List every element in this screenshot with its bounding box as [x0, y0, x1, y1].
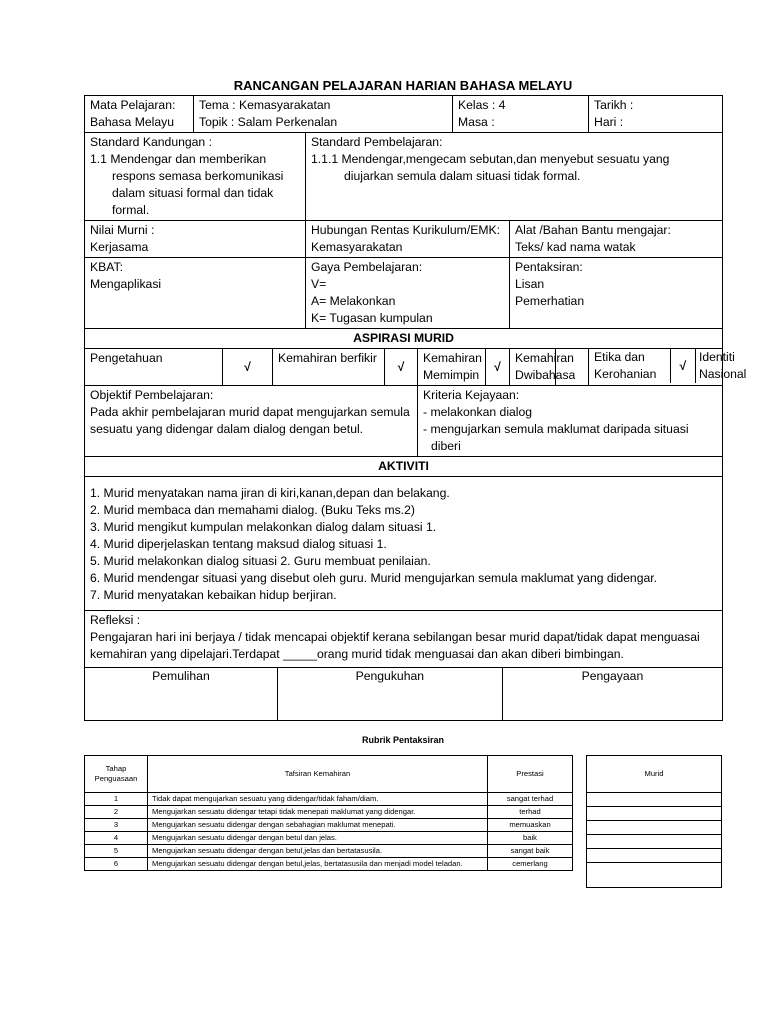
aspirasi-check: √: [670, 349, 695, 383]
rubrik-row: [85, 819, 573, 832]
aspirasi-item-name: Pengetahuan: [85, 349, 223, 386]
pentaksiran-line: Pemerhatian: [515, 294, 585, 308]
pentaksiran-line: Lisan: [515, 277, 545, 291]
murid-cell: [587, 821, 722, 835]
aktiviti-item: 2. Murid membaca dan memahami dialog. (Buku Teks ms.2): [90, 503, 415, 517]
aspirasi-check: √: [385, 349, 418, 386]
murid-cell: [587, 849, 722, 863]
topik-text: Topik : Salam Perkenalan: [199, 115, 338, 129]
rubrik-tahap: 4: [85, 832, 148, 845]
aspirasi-item-name: Etika dan Kerohanian: [589, 349, 670, 383]
refleksi-row: [85, 611, 723, 668]
nilai-murni-value: Kerjasama: [90, 240, 149, 254]
kbat-cell: [85, 258, 306, 329]
standard-kandungan-label: Standard Kandungan :: [90, 135, 212, 149]
standard-pembelajaran-cell: [306, 133, 723, 221]
murid-cell: [587, 835, 722, 849]
aktiviti-item: 6. Murid mendengar situasi yang disebut oleh guru. Murid mengujarkan semula maklumat yang didengar.: [90, 571, 658, 585]
rubrik-tafsiran: Tidak dapat mengujarkan sesuatu yang didengar/tidak faham/diam.: [148, 793, 488, 806]
murid-header-row: [587, 756, 722, 793]
rubrik-row: [85, 806, 573, 819]
rubrik-tahap: 1: [85, 793, 148, 806]
murid-row: [587, 821, 722, 835]
hubungan-label: Hubungan Rentas Kurikulum/EMK:: [311, 223, 501, 237]
pengukuhan-col: Pengukuhan: [277, 668, 502, 720]
kriteria-cell: [418, 386, 723, 457]
aktiviti-label: AKTIVITI: [85, 457, 723, 477]
gaya-label: Gaya Pembelajaran:: [311, 260, 423, 274]
murid-row: [587, 793, 722, 807]
refleksi-cell: [85, 611, 723, 668]
alat-value: Teks/ kad nama watak: [515, 240, 636, 254]
rubrik-tafsiran: Mengujarkan sesuatu didengar dengan betul,jelas dan bertatasusila.: [148, 845, 488, 858]
rubrik-tahap: 3: [85, 819, 148, 832]
aktiviti-item: 5. Murid melakonkan dialog situasi 2. Guru membuat penilaian.: [90, 554, 431, 568]
objektif-label: Objektif Pembelajaran:: [90, 388, 214, 402]
pentaksiran-cell: [510, 258, 723, 329]
aspirasi-row: [85, 349, 723, 386]
rubrik-row: [85, 858, 573, 871]
rubrik-tafsiran: Mengujarkan sesuatu didengar dengan betul,jelas, bertatasusila dan menjadi model teladan.: [148, 858, 488, 871]
rubrik-prestasi: memuaskan: [488, 819, 573, 832]
alat-cell: [510, 221, 723, 258]
rubrik-prestasi: baik: [488, 832, 573, 845]
nilai-murni-cell: [85, 221, 306, 258]
aktiviti-item: 7. Murid menyatakan kebaikan hidup berjiran.: [90, 588, 337, 602]
murid-row: [587, 835, 722, 849]
header-row: [85, 96, 723, 133]
aktiviti-item: 3. Murid mengikut kumpulan melakonkan dialog dalam situasi 1.: [90, 520, 437, 534]
pemulihan-col: Pemulihan: [85, 668, 277, 720]
aspirasi-check: √: [223, 349, 273, 386]
objektif-row: [85, 386, 723, 457]
tindakan-inner-table: [85, 668, 722, 720]
aktiviti-row: [85, 477, 723, 611]
standard-pembelajaran-text: 1.1.1 Mendengar,mengecam sebutan,dan menyebut sesuatu yang diujarkan semula dalam situasi tidak formal.: [311, 152, 670, 183]
rubrik-tahap: 6: [85, 858, 148, 871]
gaya-line: A= Melakonkan: [311, 294, 396, 308]
rubrik-tafsiran: Mengujarkan sesuatu didengar dengan betul dan jelas.: [148, 832, 488, 845]
pentaksiran-label: Pentaksiran:: [515, 260, 583, 274]
refleksi-label: Refleksi :: [90, 613, 141, 627]
aspirasi-label: ASPIRASI MURID: [85, 329, 723, 349]
lesson-plan-table: [84, 95, 747, 721]
rubrik-header-row: [85, 756, 573, 793]
aspirasi-item-name: Kemahiran berfikir: [273, 349, 385, 386]
rubrik-prestasi: terhad: [488, 806, 573, 819]
aktiviti-item: 1. Murid menyatakan nama jiran di kiri,kanan,depan dan belakang.: [90, 486, 450, 500]
aktiviti-header-row: [85, 457, 723, 477]
aspirasi-item-name: Kemahiran Memimpin: [418, 349, 486, 386]
rubrik-header-prestasi: Prestasi: [488, 756, 573, 793]
rubrik-row: [85, 832, 573, 845]
masa-text: Masa :: [458, 115, 495, 129]
tindakan-cell: [85, 668, 723, 721]
gaya-cell: [306, 258, 510, 329]
kriteria-item: - melakonkan dialog: [423, 405, 533, 419]
nilai-row: [85, 221, 723, 258]
rubrik-header-tahap: Tahap Penguasaan: [85, 756, 148, 793]
gaya-line: V=: [311, 277, 327, 291]
murid-cell: [587, 807, 722, 821]
mata-pelajaran-value: Bahasa Melayu: [90, 115, 175, 129]
nilai-murni-label: Nilai Murni :: [90, 223, 155, 237]
aspirasi-check: √: [486, 349, 510, 386]
tema-topik-cell: [194, 96, 453, 133]
rubrik-header-tafsiran: Tafsiran Kemahiran: [148, 756, 488, 793]
rubrik-prestasi: sangat baik: [488, 845, 573, 858]
murid-table: [586, 755, 722, 888]
tindakan-row: [85, 668, 723, 721]
murid-row: [587, 807, 722, 821]
rubrik-tahap: 5: [85, 845, 148, 858]
rubrik-tahap: 2: [85, 806, 148, 819]
rubrik-row: [85, 793, 573, 806]
kelas-masa-cell: [453, 96, 589, 133]
murid-row: [587, 863, 722, 888]
rubrik-tafsiran: Mengujarkan sesuatu didengar tetapi tidak menepati maklumat yang didengar.: [148, 806, 488, 819]
objektif-cell: [85, 386, 418, 457]
murid-cell: [587, 863, 722, 888]
mata-pelajaran-label: Mata Pelajaran:: [90, 98, 176, 112]
rubrik-row: [85, 845, 573, 858]
rubrik-prestasi: sangat terhad: [488, 793, 573, 806]
murid-cell: [587, 793, 722, 807]
aktiviti-list: [85, 477, 723, 611]
rubrik-tafsiran: Mengujarkan sesuatu didengar dengan sebahagian maklumat menepati.: [148, 819, 488, 832]
rubrik-prestasi: cemerlang: [488, 858, 573, 871]
alat-label: Alat /Bahan Bantu mengajar:: [515, 223, 671, 237]
standard-kandungan-cell: [85, 133, 306, 221]
hubungan-value: Kemasyarakatan: [311, 240, 403, 254]
aspirasi-inner-table: [589, 349, 747, 383]
standard-kandungan-text: 1.1 Mendengar dan memberikan respons semasa berkomunikasi dalam situasi formal dan tidak formal.: [90, 152, 284, 217]
aspirasi-group-cell: [589, 349, 747, 386]
page-title: RANCANGAN PELAJARAN HARIAN BAHASA MELAYU: [233, 78, 573, 93]
aspirasi-item-name: Kemahiran Dwibahasa: [510, 349, 556, 386]
standard-pembelajaran-label: Standard Pembelajaran:: [311, 135, 443, 149]
tarikh-hari-cell: [589, 96, 723, 133]
rubrik-title: Rubrik Pentaksiran: [361, 735, 445, 745]
kriteria-label: Kriteria Kejayaan:: [423, 388, 520, 402]
kbat-label: KBAT:: [90, 260, 123, 274]
objektif-text: Pada akhir pembelajaran murid dapat mengujarkan semula sesuatu yang didengar dalam dialog dengan betul.: [90, 405, 410, 436]
hubungan-cell: [306, 221, 510, 258]
aspirasi-header-row: [85, 329, 723, 349]
murid-row: [587, 849, 722, 863]
gaya-line: K= Tugasan kumpulan: [311, 311, 433, 325]
tema-text: Tema : Kemasyarakatan: [199, 98, 331, 112]
mata-pelajaran-cell: [85, 96, 194, 133]
aktiviti-item: 4. Murid diperjelaskan tentang maksud dialog situasi 1.: [90, 537, 387, 551]
tarikh-text: Tarikh :: [594, 98, 634, 112]
pengayaan-col: Pengayaan: [581, 669, 644, 683]
kriteria-item: - mengujarkan semula maklumat daripada situasi diberi: [423, 422, 689, 453]
aspirasi-item-name: Identiti Nasional: [698, 350, 747, 381]
standard-row: [85, 133, 723, 221]
kelas-text: Kelas : 4: [458, 98, 506, 112]
kbat-value: Mengaplikasi: [90, 277, 162, 291]
murid-header: Murid: [587, 756, 722, 793]
refleksi-text: Pengajaran hari ini berjaya / tidak mencapai objektif kerana sebilangan besar murid dapat/tidak dapat menguasai kemahiran yang dipelajari.Terdapat _____orang murid tidak menguasai dan akan diberi bimbingan.: [90, 630, 700, 661]
hari-text: Hari :: [594, 115, 624, 129]
rubrik-table: [84, 755, 573, 871]
kbat-row: [85, 258, 723, 329]
